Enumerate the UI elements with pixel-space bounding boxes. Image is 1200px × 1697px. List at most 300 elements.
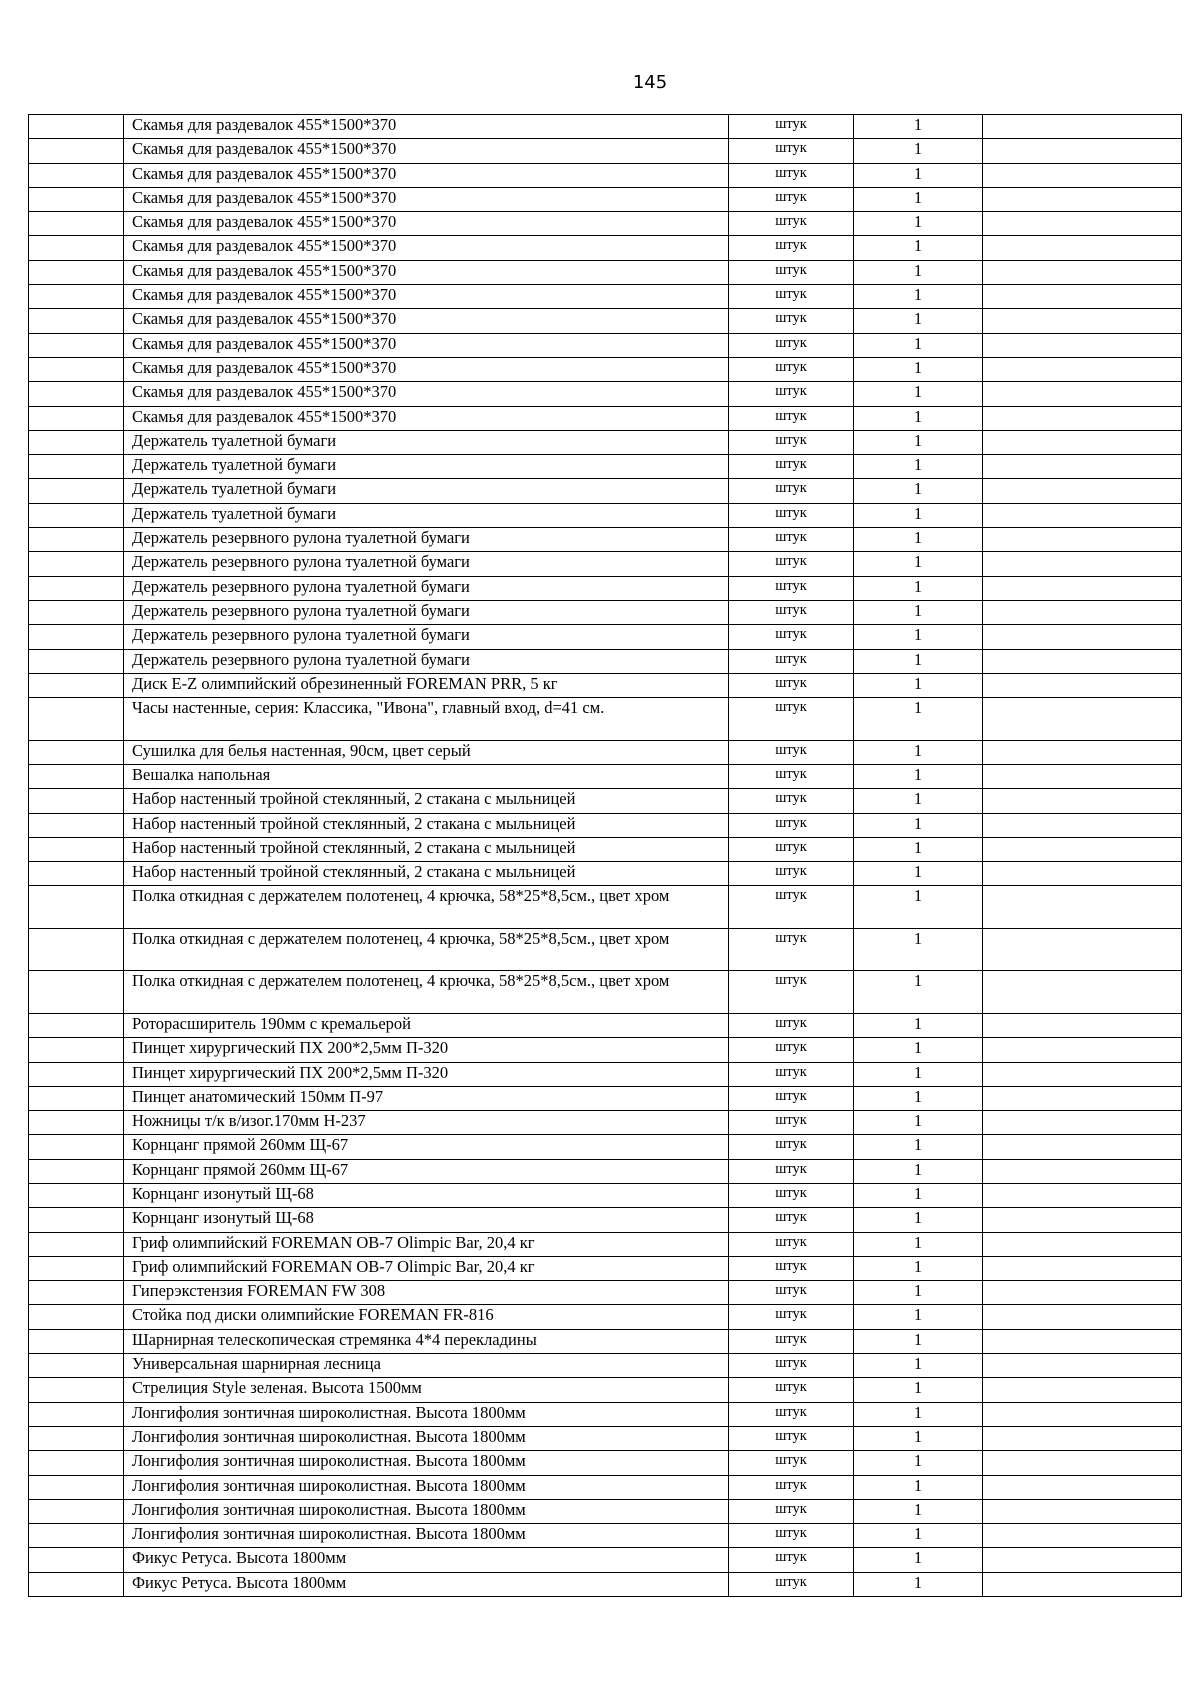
item-name-cell: Роторасширитель 190мм с кремальерой	[124, 1013, 729, 1037]
table-row	[29, 886, 1182, 929]
quantity-cell: 1	[854, 236, 983, 260]
row-number-cell	[29, 1111, 124, 1135]
unit-cell: штук	[729, 1548, 854, 1572]
notes-cell	[983, 625, 1182, 649]
notes-cell	[983, 649, 1182, 673]
table-row	[29, 1451, 1182, 1475]
table-row	[29, 1062, 1182, 1086]
table-row	[29, 139, 1182, 163]
row-number-cell	[29, 552, 124, 576]
item-name-cell: Гриф олимпийский FOREMAN OB-7 Olimpic Bar, 20,4 кг	[124, 1256, 729, 1280]
table-row	[29, 260, 1182, 284]
unit-cell: штук	[729, 1013, 854, 1037]
quantity-cell: 1	[854, 1426, 983, 1450]
row-number-cell	[29, 163, 124, 187]
unit-cell: штук	[729, 1111, 854, 1135]
item-name-cell: Фикус Ретуса. Высота 1800мм	[124, 1572, 729, 1596]
row-number-cell	[29, 528, 124, 552]
unit-cell: штук	[729, 1402, 854, 1426]
quantity-cell: 1	[854, 1451, 983, 1475]
notes-cell	[983, 1086, 1182, 1110]
unit-cell: штук	[729, 764, 854, 788]
row-number-cell	[29, 1256, 124, 1280]
row-number-cell	[29, 1183, 124, 1207]
table-row	[29, 1426, 1182, 1450]
unit-cell: штук	[729, 309, 854, 333]
page-number: 145	[632, 72, 668, 93]
item-name-cell: Стойка под диски олимпийские FOREMAN FR-816	[124, 1305, 729, 1329]
unit-cell: штук	[729, 212, 854, 236]
item-name-cell: Набор настенный тройной стеклянный, 2 стакана с мыльницей	[124, 837, 729, 861]
notes-cell	[983, 1572, 1182, 1596]
item-name-cell: Держатель туалетной бумаги	[124, 479, 729, 503]
table-row	[29, 1475, 1182, 1499]
unit-cell: штук	[729, 1256, 854, 1280]
quantity-cell: 1	[854, 1038, 983, 1062]
quantity-cell: 1	[854, 673, 983, 697]
item-name-cell: Полка откидная с держателем полотенец, 4 крючка, 58*25*8,5см., цвет хром	[124, 886, 729, 929]
unit-cell: штук	[729, 430, 854, 454]
notes-cell	[983, 1499, 1182, 1523]
notes-cell	[983, 455, 1182, 479]
item-name-cell: Скамья для раздевалок 455*1500*370	[124, 406, 729, 430]
notes-cell	[983, 1329, 1182, 1353]
quantity-cell: 1	[854, 212, 983, 236]
table-row	[29, 1086, 1182, 1110]
table-row	[29, 971, 1182, 1014]
table-row	[29, 600, 1182, 624]
notes-cell	[983, 260, 1182, 284]
row-number-cell	[29, 187, 124, 211]
item-name-cell: Держатель резервного рулона туалетной бумаги	[124, 625, 729, 649]
notes-cell	[983, 1402, 1182, 1426]
item-name-cell: Держатель туалетной бумаги	[124, 503, 729, 527]
item-name-cell: Скамья для раздевалок 455*1500*370	[124, 212, 729, 236]
row-number-cell	[29, 886, 124, 929]
table-row	[29, 813, 1182, 837]
item-name-cell: Стрелиция Style зеленая. Высота 1500мм	[124, 1378, 729, 1402]
table-row	[29, 1305, 1182, 1329]
quantity-cell: 1	[854, 698, 983, 741]
row-number-cell	[29, 1329, 124, 1353]
items-table-body	[29, 115, 1182, 1597]
row-number-cell	[29, 1499, 124, 1523]
item-name-cell: Лонгифолия зонтичная широколистная. Высота 1800мм	[124, 1524, 729, 1548]
notes-cell	[983, 115, 1182, 139]
quantity-cell: 1	[854, 1329, 983, 1353]
item-name-cell: Пинцет хирургический ПХ 200*2,5мм П-320	[124, 1038, 729, 1062]
notes-cell	[983, 1548, 1182, 1572]
quantity-cell: 1	[854, 1013, 983, 1037]
item-name-cell: Ножницы т/к в/изог.170мм Н-237	[124, 1111, 729, 1135]
quantity-cell: 1	[854, 1281, 983, 1305]
row-number-cell	[29, 309, 124, 333]
row-number-cell	[29, 789, 124, 813]
quantity-cell: 1	[854, 740, 983, 764]
notes-cell	[983, 1159, 1182, 1183]
row-number-cell	[29, 1013, 124, 1037]
item-name-cell: Скамья для раздевалок 455*1500*370	[124, 382, 729, 406]
notes-cell	[983, 971, 1182, 1014]
table-row	[29, 212, 1182, 236]
quantity-cell: 1	[854, 1256, 983, 1280]
item-name-cell: Набор настенный тройной стеклянный, 2 стакана с мыльницей	[124, 862, 729, 886]
quantity-cell: 1	[854, 260, 983, 284]
unit-cell: штук	[729, 837, 854, 861]
row-number-cell	[29, 212, 124, 236]
row-number-cell	[29, 1232, 124, 1256]
table-row	[29, 333, 1182, 357]
quantity-cell: 1	[854, 649, 983, 673]
item-name-cell: Держатель туалетной бумаги	[124, 455, 729, 479]
row-number-cell	[29, 115, 124, 139]
quantity-cell: 1	[854, 971, 983, 1014]
quantity-cell: 1	[854, 813, 983, 837]
unit-cell: штук	[729, 139, 854, 163]
item-name-cell: Гиперэкстензия FOREMAN FW 308	[124, 1281, 729, 1305]
row-number-cell	[29, 673, 124, 697]
quantity-cell: 1	[854, 382, 983, 406]
table-row	[29, 309, 1182, 333]
unit-cell: штук	[729, 1038, 854, 1062]
notes-cell	[983, 430, 1182, 454]
item-name-cell: Корнцанг прямой 260мм Щ-67	[124, 1135, 729, 1159]
table-row	[29, 357, 1182, 381]
item-name-cell: Набор настенный тройной стеклянный, 2 стакана с мыльницей	[124, 789, 729, 813]
unit-cell: штук	[729, 1062, 854, 1086]
row-number-cell	[29, 285, 124, 309]
table-row	[29, 1208, 1182, 1232]
quantity-cell: 1	[854, 1475, 983, 1499]
item-name-cell: Скамья для раздевалок 455*1500*370	[124, 163, 729, 187]
table-row	[29, 382, 1182, 406]
row-number-cell	[29, 1402, 124, 1426]
quantity-cell: 1	[854, 1086, 983, 1110]
unit-cell: штук	[729, 503, 854, 527]
notes-cell	[983, 789, 1182, 813]
unit-cell: штук	[729, 163, 854, 187]
unit-cell: штук	[729, 357, 854, 381]
item-name-cell: Диск E-Z олимпийский обрезиненный FOREMAN PRR, 5 кг	[124, 673, 729, 697]
table-row	[29, 625, 1182, 649]
quantity-cell: 1	[854, 1354, 983, 1378]
item-name-cell: Скамья для раздевалок 455*1500*370	[124, 285, 729, 309]
notes-cell	[983, 528, 1182, 552]
notes-cell	[983, 357, 1182, 381]
table-row	[29, 740, 1182, 764]
quantity-cell: 1	[854, 1232, 983, 1256]
quantity-cell: 1	[854, 406, 983, 430]
row-number-cell	[29, 764, 124, 788]
row-number-cell	[29, 455, 124, 479]
table-row	[29, 1159, 1182, 1183]
notes-cell	[983, 1305, 1182, 1329]
notes-cell	[983, 1232, 1182, 1256]
table-row	[29, 1354, 1182, 1378]
notes-cell	[983, 285, 1182, 309]
item-name-cell: Скамья для раздевалок 455*1500*370	[124, 357, 729, 381]
table-row	[29, 285, 1182, 309]
row-number-cell	[29, 1135, 124, 1159]
unit-cell: штук	[729, 625, 854, 649]
notes-cell	[983, 382, 1182, 406]
notes-cell	[983, 1281, 1182, 1305]
item-name-cell: Универсальная шарнирная лесница	[124, 1354, 729, 1378]
quantity-cell: 1	[854, 928, 983, 971]
unit-cell: штук	[729, 260, 854, 284]
item-name-cell: Скамья для раздевалок 455*1500*370	[124, 139, 729, 163]
unit-cell: штук	[729, 813, 854, 837]
row-number-cell	[29, 1038, 124, 1062]
unit-cell: штук	[729, 1305, 854, 1329]
notes-cell	[983, 1183, 1182, 1207]
table-row	[29, 673, 1182, 697]
notes-cell	[983, 1013, 1182, 1037]
quantity-cell: 1	[854, 479, 983, 503]
row-number-cell	[29, 813, 124, 837]
row-number-cell	[29, 1281, 124, 1305]
table-row	[29, 503, 1182, 527]
unit-cell: штук	[729, 333, 854, 357]
item-name-cell: Набор настенный тройной стеклянный, 2 стакана с мыльницей	[124, 813, 729, 837]
notes-cell	[983, 1038, 1182, 1062]
table-row	[29, 1183, 1182, 1207]
quantity-cell: 1	[854, 285, 983, 309]
row-number-cell	[29, 649, 124, 673]
table-row	[29, 1038, 1182, 1062]
unit-cell: штук	[729, 187, 854, 211]
notes-cell	[983, 406, 1182, 430]
unit-cell: штук	[729, 236, 854, 260]
table-row	[29, 455, 1182, 479]
quantity-cell: 1	[854, 1524, 983, 1548]
item-name-cell: Пинцет анатомический 150мм П-97	[124, 1086, 729, 1110]
row-number-cell	[29, 837, 124, 861]
item-name-cell: Скамья для раздевалок 455*1500*370	[124, 187, 729, 211]
notes-cell	[983, 837, 1182, 861]
item-name-cell: Корнцанг изонутый Щ-68	[124, 1183, 729, 1207]
notes-cell	[983, 503, 1182, 527]
table-row	[29, 1232, 1182, 1256]
unit-cell: штук	[729, 1135, 854, 1159]
unit-cell: штук	[729, 1451, 854, 1475]
notes-cell	[983, 1111, 1182, 1135]
row-number-cell	[29, 1159, 124, 1183]
notes-cell	[983, 1354, 1182, 1378]
row-number-cell	[29, 1548, 124, 1572]
item-name-cell: Держатель резервного рулона туалетной бумаги	[124, 576, 729, 600]
row-number-cell	[29, 1524, 124, 1548]
item-name-cell: Лонгифолия зонтичная широколистная. Высота 1800мм	[124, 1451, 729, 1475]
quantity-cell: 1	[854, 1572, 983, 1596]
unit-cell: штук	[729, 1354, 854, 1378]
notes-cell	[983, 1451, 1182, 1475]
row-number-cell	[29, 576, 124, 600]
quantity-cell: 1	[854, 837, 983, 861]
item-name-cell: Вешалка напольная	[124, 764, 729, 788]
table-row	[29, 479, 1182, 503]
item-name-cell: Скамья для раздевалок 455*1500*370	[124, 333, 729, 357]
unit-cell: штук	[729, 479, 854, 503]
row-number-cell	[29, 625, 124, 649]
unit-cell: штук	[729, 1208, 854, 1232]
notes-cell	[983, 764, 1182, 788]
table-row	[29, 862, 1182, 886]
item-name-cell: Часы настенные, серия: Классика, "Ивона", главный вход, d=41 см.	[124, 698, 729, 741]
table-row	[29, 1572, 1182, 1596]
unit-cell: штук	[729, 552, 854, 576]
notes-cell	[983, 673, 1182, 697]
table-row	[29, 1013, 1182, 1037]
row-number-cell	[29, 357, 124, 381]
table-row	[29, 1135, 1182, 1159]
quantity-cell: 1	[854, 886, 983, 929]
unit-cell: штук	[729, 1572, 854, 1596]
quantity-cell: 1	[854, 528, 983, 552]
notes-cell	[983, 813, 1182, 837]
row-number-cell	[29, 333, 124, 357]
item-name-cell: Корнцанг прямой 260мм Щ-67	[124, 1159, 729, 1183]
table-row	[29, 789, 1182, 813]
row-number-cell	[29, 236, 124, 260]
row-number-cell	[29, 1305, 124, 1329]
notes-cell	[983, 1256, 1182, 1280]
unit-cell: штук	[729, 406, 854, 430]
item-name-cell: Скамья для раздевалок 455*1500*370	[124, 236, 729, 260]
table-row	[29, 649, 1182, 673]
table-row	[29, 187, 1182, 211]
unit-cell: штук	[729, 1183, 854, 1207]
notes-cell	[983, 1426, 1182, 1450]
quantity-cell: 1	[854, 430, 983, 454]
quantity-cell: 1	[854, 115, 983, 139]
quantity-cell: 1	[854, 625, 983, 649]
unit-cell: штук	[729, 971, 854, 1014]
row-number-cell	[29, 1475, 124, 1499]
item-name-cell: Лонгифолия зонтичная широколистная. Высота 1800мм	[124, 1499, 729, 1523]
unit-cell: штук	[729, 1378, 854, 1402]
unit-cell: штук	[729, 115, 854, 139]
quantity-cell: 1	[854, 1305, 983, 1329]
quantity-cell: 1	[854, 1402, 983, 1426]
row-number-cell	[29, 971, 124, 1014]
item-name-cell: Лонгифолия зонтичная широколистная. Высота 1800мм	[124, 1402, 729, 1426]
table-row	[29, 430, 1182, 454]
item-name-cell: Держатель резервного рулона туалетной бумаги	[124, 552, 729, 576]
table-row	[29, 115, 1182, 139]
item-name-cell: Держатель резервного рулона туалетной бумаги	[124, 649, 729, 673]
item-name-cell: Скамья для раздевалок 455*1500*370	[124, 260, 729, 284]
notes-cell	[983, 928, 1182, 971]
quantity-cell: 1	[854, 1159, 983, 1183]
table-row	[29, 764, 1182, 788]
quantity-cell: 1	[854, 309, 983, 333]
row-number-cell	[29, 503, 124, 527]
notes-cell	[983, 600, 1182, 624]
quantity-cell: 1	[854, 1135, 983, 1159]
quantity-cell: 1	[854, 139, 983, 163]
row-number-cell	[29, 406, 124, 430]
item-name-cell: Держатель резервного рулона туалетной бумаги	[124, 600, 729, 624]
quantity-cell: 1	[854, 1183, 983, 1207]
table-row	[29, 1499, 1182, 1523]
unit-cell: штук	[729, 1159, 854, 1183]
row-number-cell	[29, 382, 124, 406]
notes-cell	[983, 1524, 1182, 1548]
unit-cell: штук	[729, 1329, 854, 1353]
row-number-cell	[29, 928, 124, 971]
table-row	[29, 1111, 1182, 1135]
item-name-cell: Полка откидная с держателем полотенец, 4 крючка, 58*25*8,5см., цвет хром	[124, 928, 729, 971]
unit-cell: штук	[729, 673, 854, 697]
table-row	[29, 1378, 1182, 1402]
table-row	[29, 406, 1182, 430]
unit-cell: штук	[729, 928, 854, 971]
unit-cell: штук	[729, 1524, 854, 1548]
notes-cell	[983, 212, 1182, 236]
quantity-cell: 1	[854, 862, 983, 886]
row-number-cell	[29, 862, 124, 886]
unit-cell: штук	[729, 1499, 854, 1523]
table-row	[29, 698, 1182, 741]
row-number-cell	[29, 139, 124, 163]
row-number-cell	[29, 600, 124, 624]
row-number-cell	[29, 479, 124, 503]
item-name-cell: Фикус Ретуса. Высота 1800мм	[124, 1548, 729, 1572]
item-name-cell: Держатель туалетной бумаги	[124, 430, 729, 454]
item-name-cell: Сушилка для белья настенная, 90см, цвет серый	[124, 740, 729, 764]
notes-cell	[983, 1208, 1182, 1232]
notes-cell	[983, 236, 1182, 260]
quantity-cell: 1	[854, 552, 983, 576]
unit-cell: штук	[729, 576, 854, 600]
notes-cell	[983, 309, 1182, 333]
row-number-cell	[29, 1354, 124, 1378]
unit-cell: штук	[729, 1281, 854, 1305]
table-row	[29, 1329, 1182, 1353]
quantity-cell: 1	[854, 163, 983, 187]
notes-cell	[983, 862, 1182, 886]
notes-cell	[983, 1135, 1182, 1159]
row-number-cell	[29, 430, 124, 454]
unit-cell: штук	[729, 1086, 854, 1110]
row-number-cell	[29, 260, 124, 284]
unit-cell: штук	[729, 649, 854, 673]
item-name-cell: Лонгифолия зонтичная широколистная. Высота 1800мм	[124, 1475, 729, 1499]
notes-cell	[983, 163, 1182, 187]
quantity-cell: 1	[854, 187, 983, 211]
quantity-cell: 1	[854, 455, 983, 479]
unit-cell: штук	[729, 789, 854, 813]
table-row	[29, 837, 1182, 861]
quantity-cell: 1	[854, 1548, 983, 1572]
table-row	[29, 576, 1182, 600]
quantity-cell: 1	[854, 764, 983, 788]
unit-cell: штук	[729, 862, 854, 886]
row-number-cell	[29, 740, 124, 764]
table-row	[29, 528, 1182, 552]
unit-cell: штук	[729, 1475, 854, 1499]
item-name-cell: Пинцет хирургический ПХ 200*2,5мм П-320	[124, 1062, 729, 1086]
unit-cell: штук	[729, 455, 854, 479]
quantity-cell: 1	[854, 1499, 983, 1523]
notes-cell	[983, 1378, 1182, 1402]
item-name-cell: Корнцанг изонутый Щ-68	[124, 1208, 729, 1232]
quantity-cell: 1	[854, 333, 983, 357]
row-number-cell	[29, 1086, 124, 1110]
unit-cell: штук	[729, 285, 854, 309]
unit-cell: штук	[729, 1426, 854, 1450]
